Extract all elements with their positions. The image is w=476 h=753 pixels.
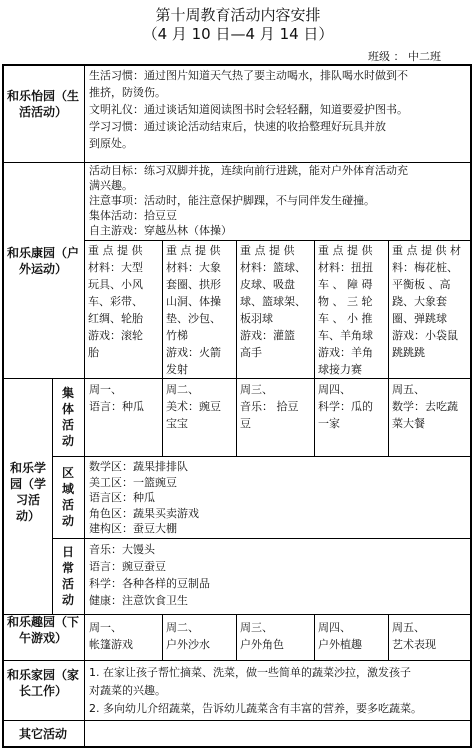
kang-col-line: 高手 [240,346,262,359]
qu-line: 周四、 [318,621,351,634]
jiti-line: 数学：去吃蔬 [392,400,458,413]
kang-col-line: 物 、 三 轮 [318,295,373,308]
kang-col-line: 竹梯 [166,329,188,342]
kang-col-line: 山洞、体操 [166,295,221,308]
sub-title-richang: 日常活动 [61,545,74,607]
kang-line: 自主游戏：穿越丛林（体操） [89,224,232,237]
jia-content [89,664,469,720]
jiti-day-5 [392,381,470,455]
kang-col-line: 套圈、拱形 [166,278,221,291]
kang-col-line: 重 点 提 供 [318,244,373,257]
qu-line: 户外角色 [240,638,284,651]
richang-line: 科学：各种各样的豆制品 [89,577,210,590]
qu-line: 帐篷游戏 [89,638,133,651]
date-range: （4 月 10 日—4 月 14 日） [142,25,334,43]
kang-col-line: 重 点 提 供 [240,244,295,257]
yi-line: 推挤，防烫伤。 [89,86,166,99]
kang-col-line: 胎 [88,346,99,359]
jiti-day-3 [240,381,313,455]
row-divider-quyu [52,538,472,539]
kang-top-content [89,163,469,240]
qu-line: 周五、 [392,621,425,634]
jiti-line: 美术：豌豆 [166,400,221,413]
jia-line: 对蔬菜的兴趣。 [89,684,166,697]
col-divider-kang-4 [388,240,389,378]
section-title-yi: 和乐怡园（生活活动） [6,89,79,119]
qu-line: 户外植趣 [318,638,362,651]
kang-line: 注意事项：活动时，能注意保护脚踝，不与同伴发生碰撞。 [89,194,375,207]
kang-col-line: 皮球、吸盘 [240,278,295,291]
yi-line: 生活习惯：通过图片知道天气热了要主动喝水，排队喝水时做到不 [89,69,408,82]
kang-col-line: 垫、沙包、 [166,312,221,325]
quyu-content [89,459,469,537]
section-title-jia: 和乐家园（家长工作） [6,668,79,698]
richang-line: 健康：注意饮食卫生 [89,594,188,607]
richang-line: 音乐：大馒头 [89,543,155,556]
jiti-line: 豆 [240,417,251,430]
row-divider-kang [2,378,472,379]
kang-col-line: 玩具、小风 [88,278,143,291]
col-divider-qu-4 [388,614,389,660]
qu-line: 户外沙水 [166,638,210,651]
col-divider-qu-3 [314,614,315,660]
kang-col-line: 红绸、轮胎 [88,312,143,325]
col-divider-kang-1 [162,240,163,378]
kang-col-4 [318,242,387,377]
yi-line: 到原处。 [89,137,133,150]
yi-line: 学习习惯：通过谈论活动结束后，快速的收拾整理好玩具并放 [89,120,386,133]
row-divider-jia [2,720,472,721]
kang-line: 集体活动：拾豆豆 [89,209,177,222]
kang-col-line: 跷、大象套 [392,295,447,308]
qu-day-2 [166,619,235,659]
section-title-xue: 和乐学园（学习活动） [9,461,46,523]
yi-line: 文明礼仪：通过谈话知道阅读图书时会轻轻翻，知道要爱护图书。 [89,103,408,116]
yi-content [89,67,469,161]
section-title-kang: 和乐康园（户外运动） [6,246,79,276]
section-title-other: 其它活动 [18,727,67,741]
jia-line: 2. 多向幼儿介绍蔬菜，告诉幼儿蔬菜含有丰富的营养，要多吃蔬菜。 [89,702,422,715]
kang-col-line: 游戏：火箭 [166,346,221,359]
qu-line: 艺术表现 [392,638,436,651]
jiti-line: 音乐： 拾豆 [240,400,299,413]
jiti-line: 周三、 [240,383,273,396]
row-divider-qu [2,660,472,661]
richang-content [89,541,469,613]
kang-col-2 [166,242,235,377]
row-divider-jiti [52,456,472,457]
kang-col-line: 球、篮球架、 [240,295,306,308]
jiti-day-4 [318,381,387,455]
kang-col-line: 材料：大象 [166,261,221,274]
kang-col-line: 重 点 提 供 [88,244,143,257]
kang-col-3 [240,242,313,377]
kang-col-line: 重 点 提 供 材 [392,244,461,257]
jiti-line: 科学：瓜的 [318,400,373,413]
kang-col-line: 材料：篮球、 [240,261,306,274]
document-title: 第十周教育活动内容安排 [155,6,321,24]
row-divider-kang-inner [84,240,472,241]
qu-line: 周二、 [166,621,199,634]
jiti-line: 周二、 [166,383,199,396]
section-title-qu: 和乐趣园（下午游戏） [6,615,79,645]
col-divider-kang-3 [314,240,315,378]
col-divider-sub [52,378,53,614]
kang-col-line: 游戏：滚轮 [88,329,143,342]
jiti-line: 菜大餐 [392,417,425,430]
kang-col-line: 圈、弹跳球 [392,312,447,325]
kang-col-line: 游戏：灌篮 [240,329,295,342]
jiti-day-2 [166,381,235,455]
sub-title-quyu: 区域活动 [61,466,74,528]
kang-col-line: 游戏：小袋鼠 [392,329,458,342]
kang-col-line: 车、羊角球 [318,329,373,342]
kang-col-line: 车 、 小 推 [318,312,373,325]
quyu-line: 数学区：蔬果排排队 [89,460,188,473]
col-divider-title [84,64,85,748]
kang-col-line: 重 点 提 供 [166,244,221,257]
kang-col-line: 跳跳跳 [392,346,425,359]
col-divider-jiti-2 [236,378,237,456]
kang-col-1 [88,242,161,377]
jiti-line: 周一、 [89,383,122,396]
qu-day-1 [89,619,161,659]
kang-col-line: 料：梅花桩、 [392,261,458,274]
jiti-line: 周五、 [392,383,425,396]
kang-line: 活动目标：练习双脚并拢，连续向前行进跳，能对户外体育活动充 [89,164,408,177]
quyu-line: 建构区：蚕豆大棚 [89,522,177,535]
kang-col-line: 材料：大型 [88,261,143,274]
col-divider-jiti-3 [314,378,315,456]
col-divider-jiti-4 [388,378,389,456]
kang-col-line: 车、彩带、 [88,295,143,308]
kang-col-line: 车 、 障 碍 [318,278,373,291]
quyu-line: 美工区：一篮豌豆 [89,475,177,489]
jiti-day-1 [89,381,161,455]
qu-day-3 [240,619,313,659]
kang-line: 满兴趣。 [89,179,133,192]
quyu-line: 语言区：种瓜 [89,491,155,504]
kang-col-line: 球接力赛 [318,363,362,376]
kang-col-line: 发射 [166,363,188,376]
qu-day-4 [318,619,387,659]
kang-col-line: 板羽球 [240,312,273,325]
class-label: 班级 ： 中二班 [368,50,441,63]
kang-col-line: 平衡板 、高 [392,278,451,291]
qu-line: 周三、 [240,621,273,634]
sub-title-jiti: 集体活动 [61,386,74,448]
qu-day-5 [392,619,470,659]
col-divider-qu-2 [236,614,237,660]
col-divider-qu-1 [162,614,163,660]
jiti-line: 宝宝 [166,417,188,430]
jiti-line: 一家 [318,417,340,430]
quyu-line: 角色区：蔬果买卖游戏 [89,506,199,520]
jiti-line: 语言：种瓜 [89,400,144,413]
kang-col-line: 游戏：羊角 [318,346,373,359]
richang-line: 语言：豌豆蚕豆 [89,560,166,573]
col-divider-jiti-1 [162,378,163,456]
col-divider-kang-2 [236,240,237,378]
qu-line: 周一、 [89,621,122,634]
kang-col-line: 材料：扭扭 [318,261,373,274]
jia-line: 1. 在家让孩子帮忙摘菜、洗菜，做一些简单的蔬菜沙拉，激发孩子 [89,666,411,679]
jiti-line: 周四、 [318,383,351,396]
kang-col-5 [392,242,470,377]
